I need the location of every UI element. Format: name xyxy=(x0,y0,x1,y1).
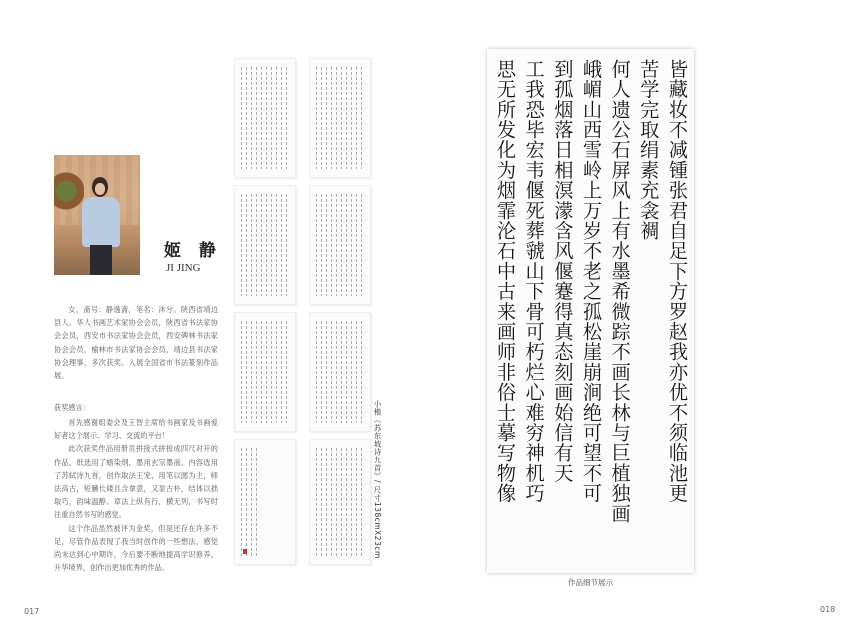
red-seal-icon xyxy=(243,549,247,554)
award-paragraph: 此次获奖作品用册页拼接式拼接成四尺对开的作品，纸选用了蜡染纲，墨用玄宗墨液。内容选用了苏轼诗九首，创作取法王宠，用笔以圆为主，师法高古，短臃长矮且含拿意，又显古朴，结体以拙取巧，韵味温醇。章法上纵有行，横无列，书写时注重自然书写的感觉。 xyxy=(54,444,218,520)
album-page-thumbnail xyxy=(309,185,371,305)
artist-name-chinese: 姬 静 xyxy=(164,241,222,261)
artist-name-english: JI JING xyxy=(166,262,201,274)
calligraphy-text xyxy=(495,59,687,563)
award-statement xyxy=(54,416,218,574)
calligraphy-column: 皆藏妆不减锺张君自足下方罗赵我亦优不须临池更 xyxy=(665,59,689,504)
award-paragraph: 首先感谢组委会及王智主席给书画家及书画爱好者这个展示、学习、交流的平台！ xyxy=(54,418,218,441)
album-page-thumbnail xyxy=(309,58,371,178)
album-page-thumbnail xyxy=(309,439,371,565)
calligraphy-detail-panel xyxy=(487,49,694,573)
album-page-thumbnail xyxy=(234,185,296,305)
album-page-thumbnail xyxy=(309,312,371,432)
calligraphy-column: 何人遗公石屏风上有水墨希微踪不画长林与巨植独画 xyxy=(608,59,632,524)
artist-photo xyxy=(54,155,140,275)
artist-bio: 女，斋号：静逸斋，笔名：沐兮。陕西省靖边县人。华人书画艺术家协会会员，陕西省书法家协会会员，西安市书法家协会会员，西安碑林书法家协会会员，榆林市书法家协会会员，靖边县书法家协会理事，多次获奖、入展全国省市书法篆刻作品展。 xyxy=(54,305,218,381)
detail-caption: 作品细节展示 xyxy=(568,578,613,587)
calligraphy-column: 工我恐毕宏韦偃死葬虢山下骨可朽烂心难穷神机巧 xyxy=(522,59,546,504)
page-number-right: 018 xyxy=(820,605,836,614)
award-heading: 获奖感言： xyxy=(54,403,90,412)
calligraphy-column: 思无所发化为烟霏沦石中古来画师非俗士摹写物像 xyxy=(494,59,517,504)
album-page-thumbnail xyxy=(234,58,296,178)
album-page-thumbnail xyxy=(234,439,296,565)
calligraphy-column: 峨嵋山西雪岭上万岁不老之孤松崖崩涧绝可望不可 xyxy=(579,59,603,504)
page-number-left: 017 xyxy=(24,607,40,616)
album-page-thumbnail xyxy=(234,312,296,432)
award-paragraph: 这个作品虽然被评为金奖，但是还存在许多不足，尽管作品表现了我当时创作的一些想法，感觉尚未达到心中期许，今后要不断地提高学识修养，升华境界，创作出更加优秀的作品。 xyxy=(54,523,218,573)
calligraphy-column: 苦学完取绢素充衾裯 xyxy=(637,59,661,241)
calligraphy-column: 到孤烟落日相溟濛含风偃蹇得真态刻画始信有天 xyxy=(551,59,575,484)
work-caption: 小楷《苏东坡诗九首》/ 尺寸138cmX23cm xyxy=(373,400,382,559)
